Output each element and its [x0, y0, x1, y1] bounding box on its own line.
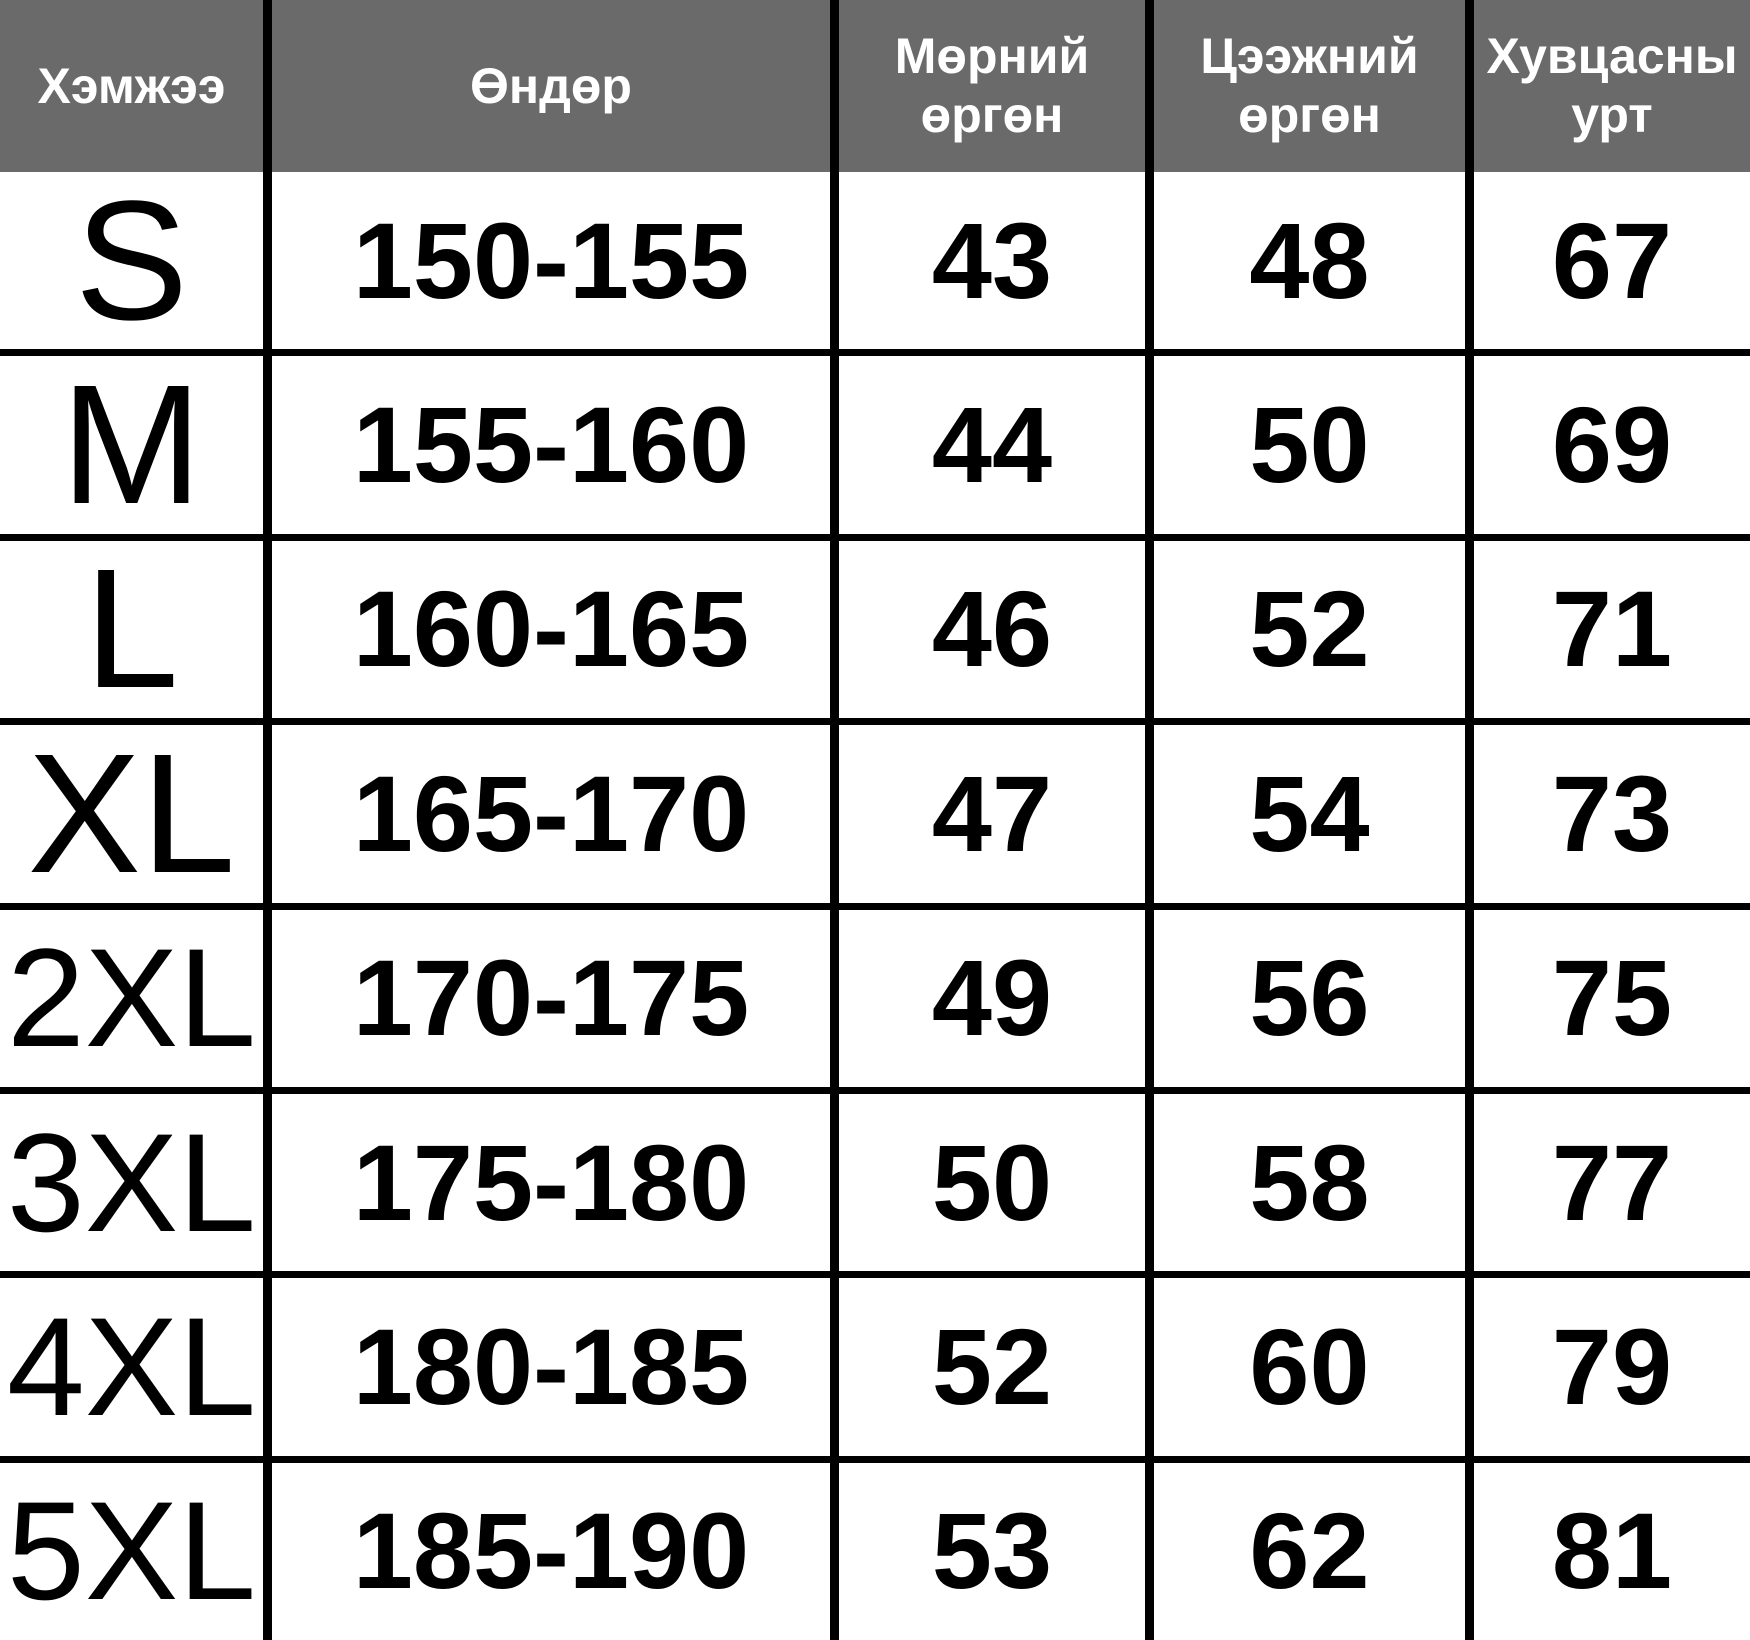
shoulder-width-cell: 44	[830, 356, 1145, 533]
size-label-cell: 3XL	[6, 1103, 257, 1261]
shoulder-width-cell: 52	[830, 1278, 1145, 1455]
size-label-cell: 2XL	[6, 919, 257, 1077]
table-row	[0, 349, 1750, 533]
size-label-cell: S	[74, 172, 189, 350]
garment-length-cell: 79	[1465, 1278, 1750, 1455]
garment-length-cell: 69	[1465, 356, 1750, 533]
shoulder-width-cell: 43	[830, 172, 1145, 349]
garment-length-cell: 77	[1465, 1094, 1750, 1271]
size-label-cell: M	[60, 356, 203, 534]
height-range-cell: 185-190	[263, 1463, 830, 1640]
column-header-size: Хэмжээ	[0, 0, 263, 172]
height-range-cell: 160-165	[263, 541, 830, 718]
chest-width-cell: 60	[1145, 1278, 1465, 1455]
column-header-chest-width: Цээжний өргөн	[1145, 0, 1465, 172]
column-header-height: Өндөр	[263, 0, 830, 172]
garment-length-cell: 73	[1465, 725, 1750, 902]
chest-width-cell: 54	[1145, 725, 1465, 902]
garment-length-cell: 75	[1465, 910, 1750, 1087]
table-row	[0, 1456, 1750, 1640]
table-row	[0, 1271, 1750, 1455]
chest-width-cell: 50	[1145, 356, 1465, 533]
size-label-cell: XL	[27, 725, 236, 903]
table-row	[0, 718, 1750, 902]
height-range-cell: 180-185	[263, 1278, 830, 1455]
table-header-row	[0, 0, 1750, 172]
table-row	[0, 534, 1750, 718]
table-row	[0, 903, 1750, 1087]
size-label-cell: L	[84, 540, 179, 719]
column-header-garment-length: Хувцасны урт	[1465, 0, 1750, 172]
chest-width-cell: 48	[1145, 172, 1465, 349]
chest-width-cell: 58	[1145, 1094, 1465, 1271]
shoulder-width-cell: 50	[830, 1094, 1145, 1271]
chest-width-cell: 52	[1145, 541, 1465, 718]
shoulder-width-cell: 46	[830, 541, 1145, 718]
garment-length-cell: 71	[1465, 541, 1750, 718]
chest-width-cell: 56	[1145, 910, 1465, 1087]
table-row	[0, 1087, 1750, 1271]
height-range-cell: 155-160	[263, 356, 830, 533]
size-label-cell: 4XL	[6, 1287, 257, 1445]
height-range-cell: 175-180	[263, 1094, 830, 1271]
shoulder-width-cell: 53	[830, 1463, 1145, 1640]
height-range-cell: 150-155	[263, 172, 830, 349]
chest-width-cell: 62	[1145, 1463, 1465, 1640]
size-label-cell: 5XL	[6, 1472, 257, 1630]
shoulder-width-cell: 47	[830, 725, 1145, 902]
garment-length-cell: 67	[1465, 172, 1750, 349]
garment-length-cell: 81	[1465, 1463, 1750, 1640]
height-range-cell: 170-175	[263, 910, 830, 1087]
column-header-shoulder-width: Мөрний өргөн	[830, 0, 1145, 172]
shoulder-width-cell: 49	[830, 910, 1145, 1087]
table-row	[0, 172, 1750, 349]
height-range-cell: 165-170	[263, 725, 830, 902]
